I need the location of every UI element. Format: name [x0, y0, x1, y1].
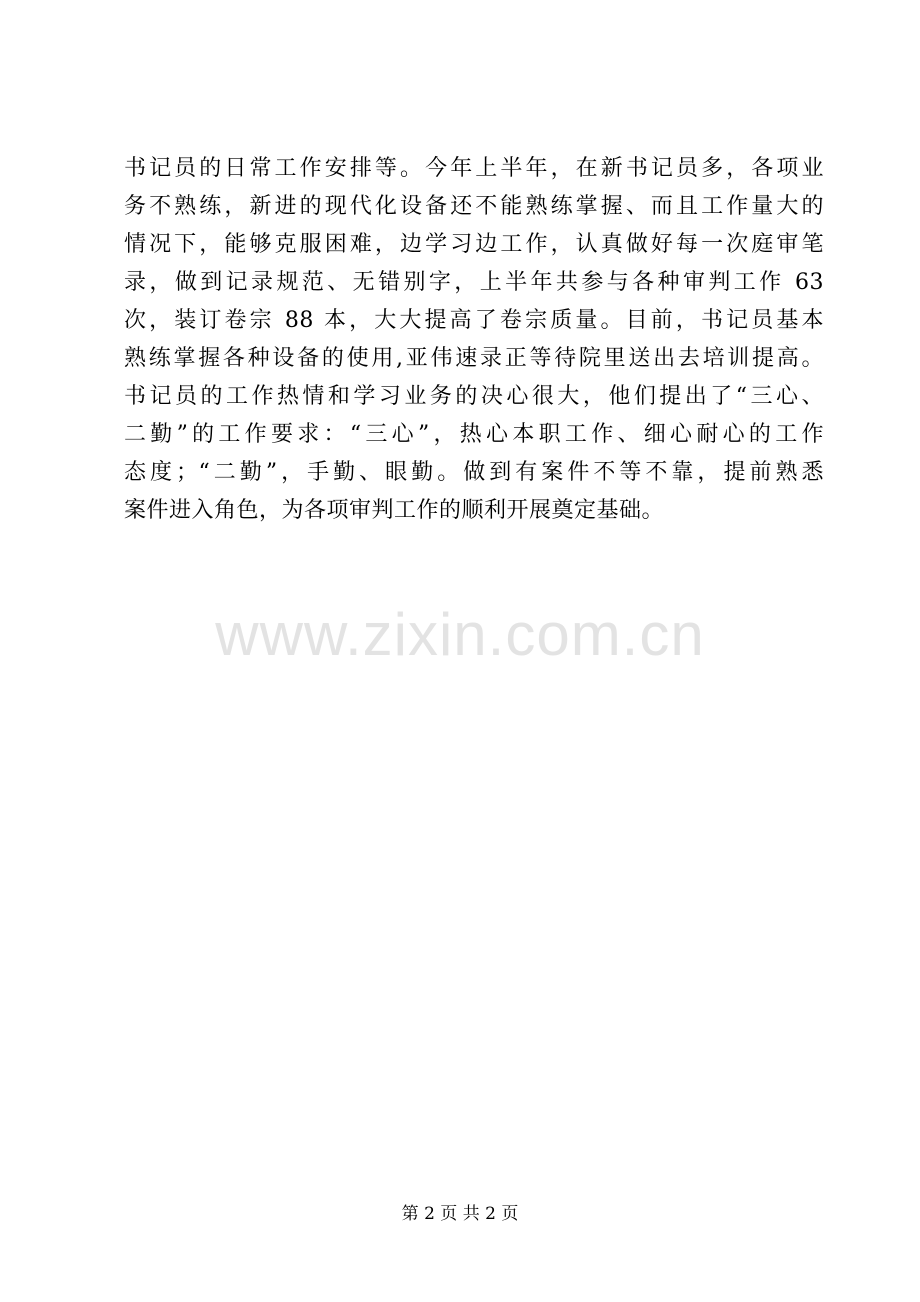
text-line: 书记员的日常工作安排等。今年上半年，在新书记员多，各项业	[124, 156, 824, 181]
watermark: www.zixin.com.cn	[215, 601, 705, 668]
page-number: 第 2 页 共 2 页	[401, 1204, 519, 1224]
text-line: 态度；“二勤”，手勤、眼勤。做到有案件不等不靠，提前熟悉	[124, 460, 824, 485]
text-line: 案件进入角色，为各项审判工作的顺利开展奠定基础。	[124, 498, 665, 523]
text-line: 书记员的工作热情和学习业务的决心很大，他们提出了“三心、	[124, 384, 824, 409]
text-line: 务不熟练，新进的现代化设备还不能熟练掌握、而且工作量大的	[124, 194, 824, 219]
text-line: 录，做到记录规范、无错别字，上半年共参与各种审判工作 63	[124, 270, 824, 295]
text-line: 次，装订卷宗 88 本，大大提高了卷宗质量。目前，书记员基本	[124, 308, 824, 333]
body-paragraph	[124, 150, 824, 530]
text-line: 熟练掌握各种设备的使用,亚伟速录正等待院里送出去培训提高。	[124, 346, 824, 371]
text-line: 情况下，能够克服困难，边学习边工作，认真做好每一次庭审笔	[124, 232, 824, 257]
text-line: 二勤”的工作要求：“三心”，热心本职工作、细心耐心的工作	[124, 422, 824, 447]
